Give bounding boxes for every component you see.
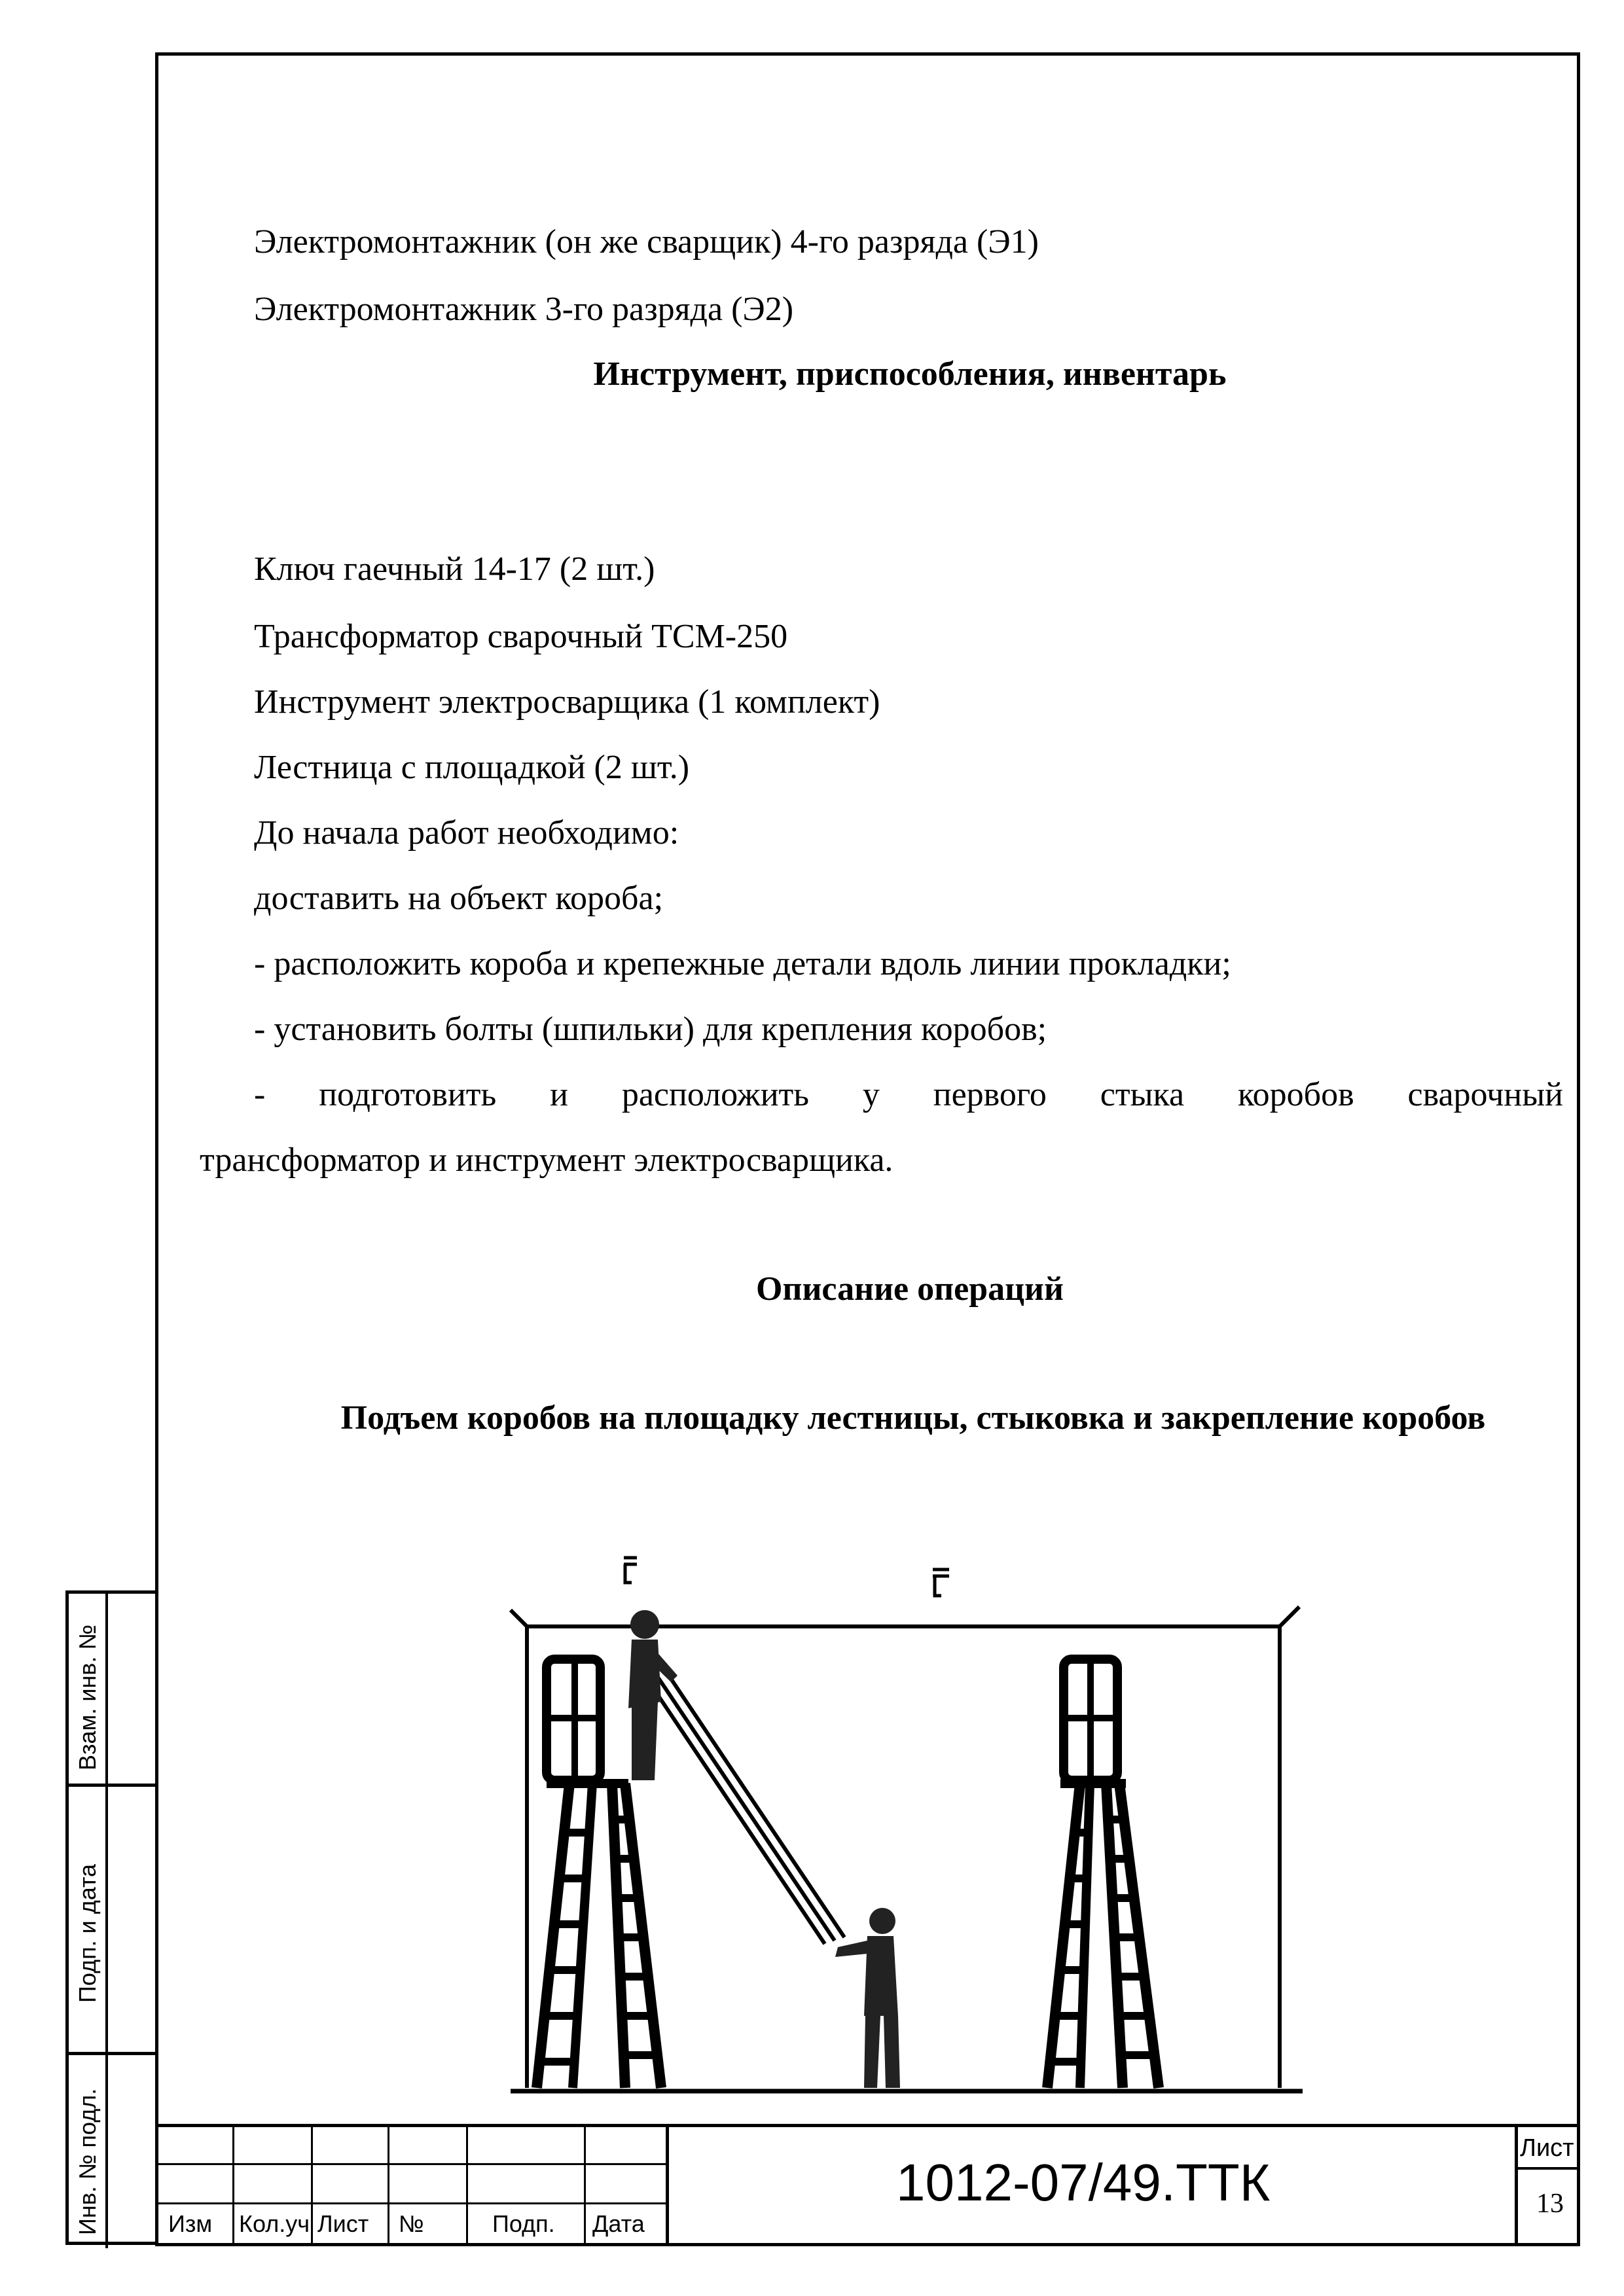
prep-step-4-continuation: трансформатор и инструмент электросварщика.: [200, 1141, 893, 1179]
tb-col-signature: Подп.: [492, 2210, 555, 2237]
tool-item-4: Лестница с площадкой (2 шт.): [254, 749, 690, 786]
tb-col-number: №: [399, 2210, 424, 2237]
prep-step-4-word: расположить: [621, 1076, 809, 1113]
prep-step-4-word: сварочный: [1407, 1076, 1563, 1113]
sheet-number: 13: [1536, 2189, 1564, 2219]
axis-mark-icon: [624, 1558, 949, 1596]
operation-title: Подъем коробов на площадку лестницы, стыковка и закрепление коробов: [340, 1399, 1486, 1437]
worker-line-2: Электромонтажник 3-го разряда (Э2): [254, 291, 794, 328]
prep-step-4: [254, 1075, 1563, 1115]
prep-step-1: доставить на объект короба;: [254, 880, 664, 917]
ladder-right: [1047, 1659, 1159, 2088]
cable-duct: [645, 1669, 844, 1944]
worker-line-1: Электромонтажник (он же сварщик) 4-го разряда (Э1): [254, 223, 1039, 260]
side-label-signature: Подп. и дата: [74, 1863, 101, 2003]
tool-item-2: Трансформатор сварочный ТСМ-250: [254, 618, 788, 655]
prep-step-4-word: коробов: [1238, 1076, 1354, 1113]
side-stamp: [65, 1590, 155, 2245]
operations-heading: Описание операций: [756, 1270, 1064, 1308]
prep-step-2: - расположить короба и крепежные детали вдоль линии прокладки;: [254, 945, 1231, 982]
side-label-replacement: Взам. инв. №: [74, 1624, 101, 1770]
side-cell-inventory: [69, 2052, 155, 2248]
prep-step-4-word: у: [862, 1076, 880, 1113]
tb-col-change: Изм: [168, 2210, 213, 2237]
prep-step-3: - установить болты (шпильки) для крепления коробов;: [254, 1011, 1047, 1048]
tool-item-3: Инструмент электросварщика (1 комплект): [254, 683, 880, 721]
tb-col-sheet: Лист: [317, 2210, 369, 2237]
prep-step-4-word: стыка: [1100, 1076, 1185, 1113]
tools-heading: Инструмент, приспособления, инвентарь: [593, 355, 1227, 393]
prep-step-4-word: и: [550, 1076, 568, 1113]
side-cell-replacement: [69, 1590, 155, 1787]
ladder-installation-illustration: [497, 1545, 1316, 2121]
prep-step-4-word: подготовить: [319, 1076, 497, 1113]
title-block: [155, 2124, 1580, 2246]
sheet-label: Лист: [1520, 2134, 1574, 2162]
prep-step-4-word: -: [254, 1076, 266, 1113]
side-cell-signature: [69, 1784, 155, 2052]
prep-intro: До начала работ необходимо:: [254, 814, 679, 852]
prep-step-4-word: первого: [933, 1076, 1047, 1113]
tool-item-1: Ключ гаечный 14-17 (2 шт.): [254, 550, 655, 588]
tb-col-quantity: Кол.уч: [239, 2210, 310, 2237]
document-code: 1012-07/49.ТТК: [896, 2153, 1271, 2212]
tb-col-date: Дата: [592, 2210, 645, 2237]
side-label-inventory: Инв. № подл.: [74, 2088, 101, 2235]
